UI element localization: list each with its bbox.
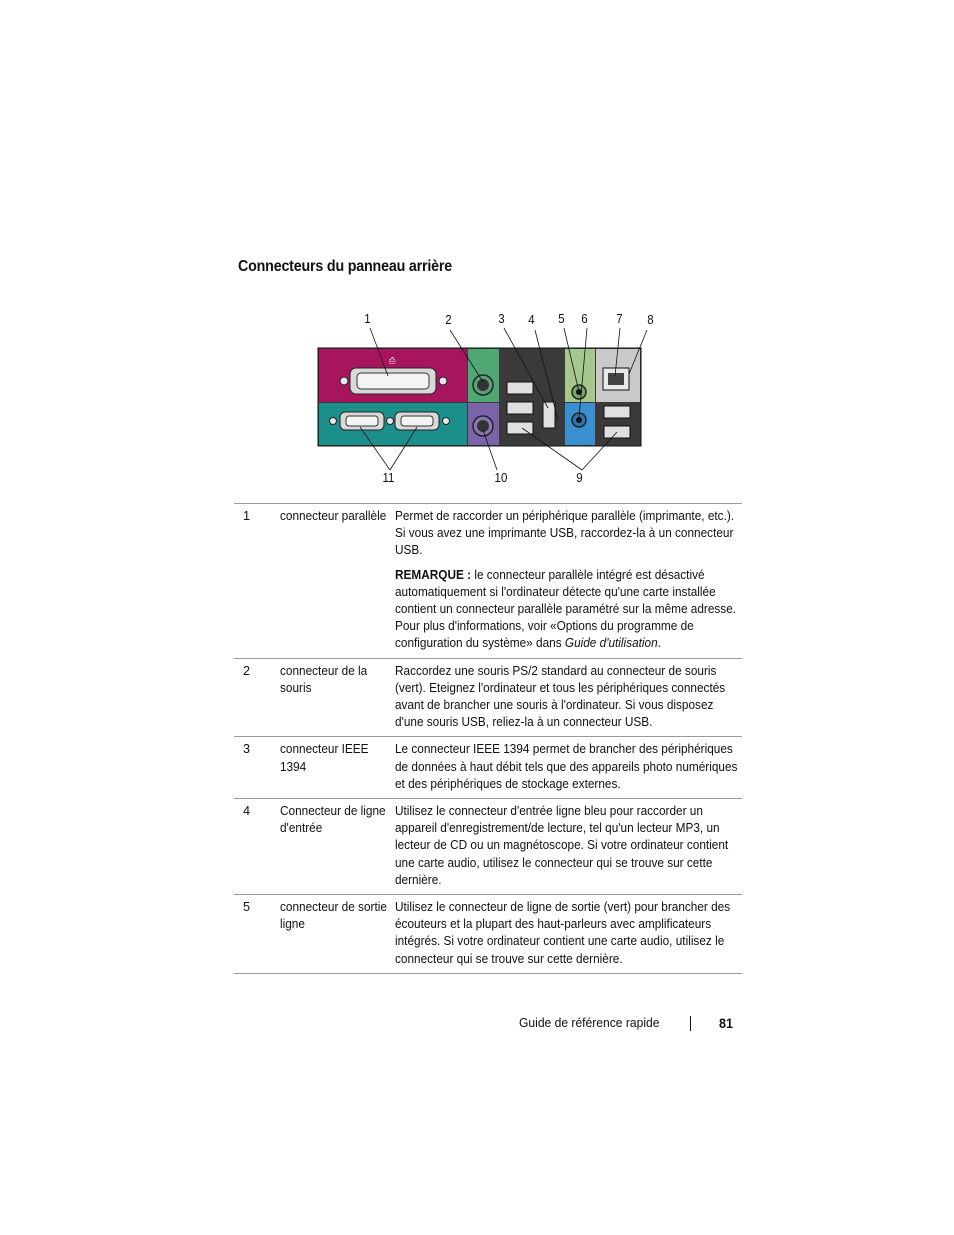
callout-5: 5 xyxy=(558,312,565,326)
connector-name: Connecteur de ligne d'entrée xyxy=(280,804,386,836)
row-number: 4 xyxy=(234,799,280,895)
callout-1: 1 xyxy=(364,312,371,326)
row-number: 3 xyxy=(234,737,280,799)
callout-4: 4 xyxy=(528,313,535,327)
back-panel-figure xyxy=(300,300,660,490)
connector-description: Utilisez le connecteur de ligne de sortie (vert) pour brancher des écouteurs et la plupart des haut-parleurs avec amplificateurs intégrés. Si votre ordinateur contient une carte audio, utilisez le connecteur qui se trouve sur cette dernière. xyxy=(394,900,730,966)
connector-name: connecteur de sortie ligne xyxy=(280,900,388,932)
usb-port-2 xyxy=(507,402,533,414)
ieee1394-port xyxy=(543,402,555,428)
usb-port-1 xyxy=(507,382,533,394)
connector-name: connecteur IEEE 1394 xyxy=(280,742,369,774)
connector-description: Le connecteur IEEE 1394 permet de brancher des périphériques de données à haut débit tels que des appareils photo numériques et des périphériques de stockage externes. xyxy=(394,742,738,791)
callout-7: 7 xyxy=(616,312,623,326)
remark-text: le connecteur parallèle intégré est désactivé automatiquement si l'ordinateur détecte qu'une carte installée contient un connecteur parallèle paramétré sur la même adresse. Pour plus d'informations, voir «Options du programme de configuration du système» dans xyxy=(394,567,736,651)
table-row xyxy=(234,799,742,895)
footer-separator xyxy=(690,1016,691,1031)
callout-11: 11 xyxy=(382,471,395,485)
row-number: 2 xyxy=(234,658,280,737)
callout-2: 2 xyxy=(445,313,452,327)
remark-end: . xyxy=(657,636,661,651)
footer-guide-title: Guide de référence rapide xyxy=(519,1015,660,1030)
connector-table xyxy=(234,503,742,974)
row-number: 1 xyxy=(234,504,280,659)
connector-name: connecteur de la souris xyxy=(280,663,368,695)
table-row xyxy=(234,504,742,659)
remark-label: REMARQUE : xyxy=(394,567,471,582)
table-row xyxy=(234,737,742,799)
usb-port-4 xyxy=(604,406,630,418)
connector-name: connecteur parallèle xyxy=(280,509,387,523)
back-panel-drawing xyxy=(300,300,660,490)
callout-6: 6 xyxy=(581,312,588,326)
callout-3: 3 xyxy=(498,312,505,326)
usb-port-3 xyxy=(507,422,533,434)
connector-description: Utilisez le connecteur d'entrée ligne bleu pour raccorder un appareil d'enregistrement/de lecture, tel qu'un lecteur MP3, un lecteur de CD ou un magnétoscope. Si votre ordinateur contient une carte audio, utilisez le connecteur qui se trouve sur cette dernière. xyxy=(394,804,728,887)
row-number: 5 xyxy=(234,895,280,974)
remark-guide-title: Guide d'utilisation xyxy=(564,636,658,651)
page-number: 81 xyxy=(719,1015,734,1031)
remark-note xyxy=(395,567,741,653)
callout-8: 8 xyxy=(647,313,654,327)
section-title: Connecteurs du panneau arrière xyxy=(238,258,452,275)
callout-10: 10 xyxy=(494,471,508,485)
connector-description: Permet de raccorder un périphérique parallèle (imprimante, etc.). Si vous avez une imprimante USB, raccordez-la à un connecteur USB. xyxy=(394,509,734,558)
table-row xyxy=(234,658,742,737)
callout-9: 9 xyxy=(576,471,583,485)
table-row xyxy=(234,895,742,974)
svg-text:⎙: ⎙ xyxy=(389,356,396,365)
connector-description: Raccordez une souris PS/2 standard au connecteur de souris (vert). Eteignez l'ordinateur et tous les périphériques connectés avant de brancher une souris à l'ordinateur. Si vous disposez d'une souris USB, reliez-la à un connecteur USB. xyxy=(394,663,725,730)
